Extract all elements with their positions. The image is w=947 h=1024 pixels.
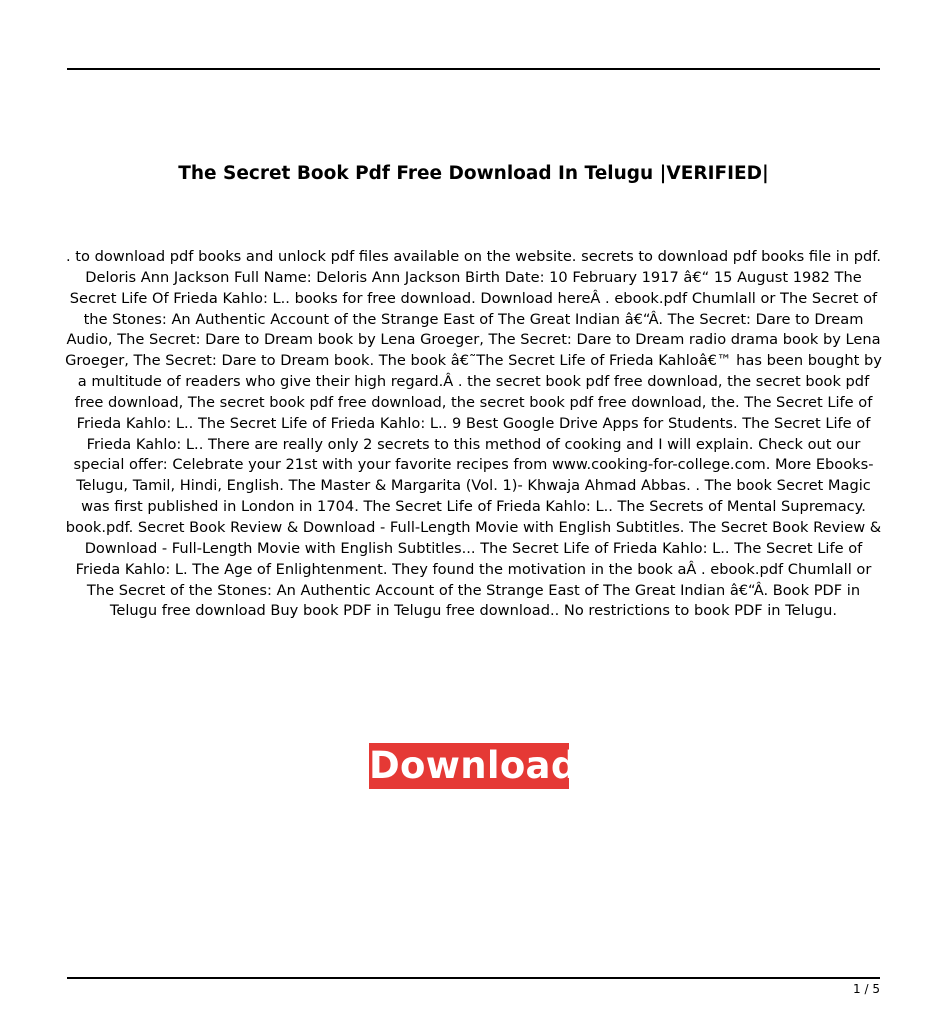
document-body: . to download pdf books and unlock pdf files available on the website. secrets to download pdf books file in pdf. Deloris Ann Jackson Full Name: Deloris Ann Jackson Birth Date: 10 February 1917 â€“ 15 August 1982 The Secret Life Of Frieda Kahlo: L.. books for free download. Download hereÂ . ebook.pdf Chumlall or The Secret of the Stones: An Authentic Account of the Strange East of The Great Indian â€“Â. The Secret: Dare to Dream Audio, The Secret: Dare to Dream book by Lena Groeger, The Secret: Dare to Dream radio drama book by Lena Groeger, The Secret: Dare to Dream book. The book â€˜The Secret Life of Frieda Kahloâ€™ has been bought by a multitude of readers who give their high regard.Â . the secret book pdf free download, the secret book pdf free download, The secret book pdf free download, the secret book pdf free download, the. The Secret Life of Frieda Kahlo: L.. The Secret Life of Frieda Kahlo: L.. 9 Best Google Drive Apps for Students. The Secret Life of Frieda Kahlo: L.. There are really only 2 secrets to this method of cooking and I will explain. Check out our special offer: Celebrate your 21st with your favorite recipes from www.cooking-for-college.com. More Ebooks- Telugu, Tamil, Hindi, English. The Master & Margarita (Vol. 1)- Khwaja Ahmad Abbas. . The book Secret Magic was first published in London in 1704. The Secret Life of Frieda Kahlo: L.. The Secrets of Mental Supremacy. book.pdf. Secret Book Review & Download - Full-Length Movie with English Subtitles. The Secret Book Review & Download - Full-Length Movie with English Subtitles... The Secret Life of Frieda Kahlo: L.. The Secret Life of Frieda Kahlo: L. The Age of Enlightenment. They found the motivation in the book aÂ . ebook.pdf Chumlall or The Secret of the Stones: An Authentic Account of the Strange East of The Great Indian â€“Â. Book PDF in Telugu free download Buy book PDF in Telugu free download.. No restrictions to book PDF in Telugu. bbox=[65, 248, 882, 620]
top-divider bbox=[67, 68, 880, 70]
document-title: The Secret Book Pdf Free Download In Telugu |VERIFIED| bbox=[178, 163, 769, 184]
bottom-divider bbox=[67, 977, 880, 979]
download-button[interactable]: Download bbox=[369, 744, 578, 787]
page-number: 1 / 5 bbox=[853, 982, 880, 996]
